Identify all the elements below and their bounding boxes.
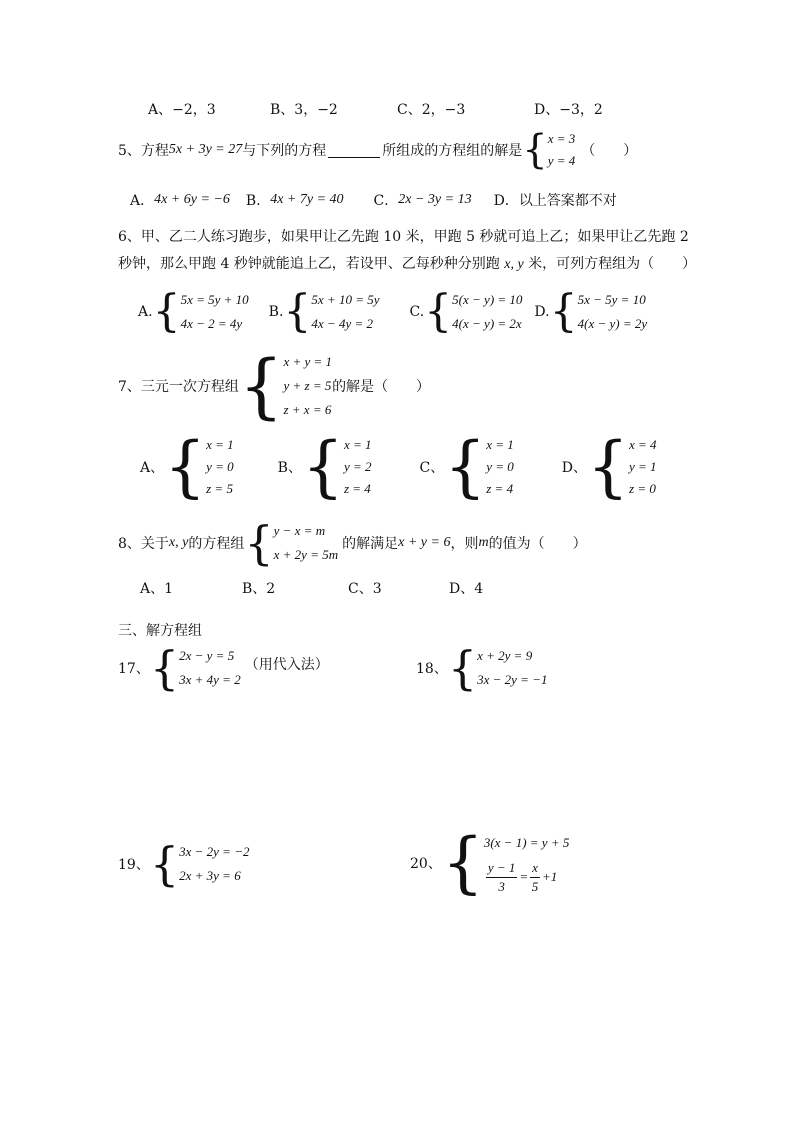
q6-c-line-1: 5(x − y) = 10 (452, 292, 523, 307)
q8-mid: 的方程组 (188, 536, 245, 552)
q6-vars: x, y (504, 257, 524, 272)
q5-sol-x: x = 3 (547, 131, 576, 146)
q5-option-c-label: C． (373, 193, 399, 209)
brace-icon: { (152, 286, 181, 337)
q6-c-line-2: 4(x − y) = 2x (452, 316, 522, 331)
section-3-title: 三、解方程组 (118, 623, 202, 639)
q6-option-d (534, 288, 647, 336)
q8-condition: x + y = 6 (398, 535, 451, 550)
brace-icon: { (447, 641, 478, 695)
q7-b-z: z = 4 (343, 481, 371, 496)
q8-prefix: 8、关于 (118, 536, 169, 552)
q6-option-b (269, 288, 380, 336)
q6-line-2-b: 米，可列方程组为（ ） (523, 256, 697, 272)
q20-tail: +1 (541, 869, 558, 884)
brace-icon: { (149, 641, 180, 695)
q6-a-line-1: 5x = 5y + 10 (180, 292, 249, 307)
q8-option-b: B、2 (242, 581, 276, 597)
q8-option-c: C、3 (348, 581, 382, 597)
q8-vars: x, y (168, 535, 189, 550)
q5-answer-blank[interactable] (328, 143, 380, 158)
q6-a-line-2: 4x − 2 = 4y (180, 316, 243, 331)
q4-option-d: D、−3，2 (534, 102, 603, 118)
q6-b-line-2: 4x − 4y = 2 (311, 316, 373, 331)
q8-eq-2: x + 2y = 5m (273, 547, 339, 562)
q17-eq-2: 3x + 4y = 2 (179, 672, 241, 687)
q5-text-a: 方程 (140, 143, 169, 159)
question-8 (118, 518, 587, 568)
q18-label: 18、 (416, 661, 448, 677)
q7-d-z: z = 0 (629, 481, 656, 496)
q5-option-d: 以上答案都不对 (518, 193, 617, 209)
q5-paren: （ ） (581, 143, 638, 159)
q5-option-b-label: B． (245, 193, 271, 209)
question-20 (410, 824, 570, 901)
q5-number: 5、 (118, 143, 141, 159)
q7-option-b (277, 428, 372, 505)
q7-option-c (419, 428, 514, 505)
brace-icon: { (587, 428, 630, 505)
q5-options (130, 190, 617, 210)
q7-eq-2: y + z = 5 (283, 378, 332, 393)
q7-d-y: y = 1 (629, 459, 657, 474)
q5-option-d-label: D． (493, 193, 519, 209)
q17-eq-1: 2x − y = 5 (179, 648, 235, 663)
q6-option-a-label: A. (138, 304, 153, 320)
brace-icon: { (522, 127, 548, 173)
q6-option-c-label: C. (409, 304, 425, 320)
question-7 (118, 345, 431, 427)
q20-eq-1: 3(x − 1) = y + 5 (483, 834, 570, 850)
q18-eq-1: x + 2y = 9 (477, 648, 533, 663)
q6-d-line-1: 5x − 5y = 10 (577, 292, 646, 307)
q18-eq-2: 3x − 2y = −1 (477, 672, 548, 687)
q7-a-y: y = 0 (206, 459, 234, 474)
q19-eq-2: 2x + 3y = 6 (179, 868, 241, 883)
q6-line-2-a: 秒钟，那么甲跑 4 秒钟就能追上乙，若设甲、乙每秒种分别跑 (118, 256, 505, 272)
q6-d-line-2: 4(x − y) = 2y (577, 316, 648, 331)
q20-frac1-numerator: y − 1 (486, 859, 518, 878)
q7-option-a (140, 428, 234, 505)
q17-label: 17、 (118, 661, 150, 677)
q6-b-line-1: 5x + 10 = 5y (311, 292, 380, 307)
q7-option-d (561, 428, 657, 505)
brace-icon: { (149, 837, 180, 891)
q6-line-2 (118, 253, 696, 273)
q5-text-b: 与下列的方程 (242, 143, 327, 159)
question-5 (118, 127, 638, 173)
q6-option-a (138, 288, 249, 336)
q7-c-x: x = 1 (486, 437, 514, 452)
q7-d-x: x = 4 (629, 437, 657, 452)
q20-eq-2 (484, 859, 570, 896)
q20-fraction-1 (486, 859, 518, 896)
brace-icon: { (301, 428, 344, 505)
q7-suffix: 的解是（ ） (332, 379, 431, 395)
q7-option-a-label: A、 (140, 460, 165, 476)
q4-option-a: A、−2，3 (148, 102, 216, 118)
q5-option-b: 4x + 7y = 40 (270, 192, 344, 207)
brace-icon: { (283, 286, 312, 337)
question-19 (118, 837, 250, 891)
q7-a-x: x = 1 (206, 437, 234, 452)
brace-icon: { (444, 428, 487, 505)
q8-option-d: D、4 (449, 581, 484, 597)
q4-option-c: C、2，−3 (397, 102, 466, 118)
q19-eq-1: 3x − 2y = −2 (179, 844, 250, 859)
q8-text-a: 的解满足 (342, 536, 399, 552)
q5-option-a: 4x + 6y = −6 (154, 192, 230, 207)
q5-solution-system (522, 128, 575, 172)
q7-prefix: 7、三元一次方程组 (118, 379, 239, 395)
q7-c-z: z = 4 (486, 481, 514, 496)
q7-b-x: x = 1 (343, 437, 372, 452)
q7-option-d-label: D、 (561, 460, 588, 476)
q20-frac2-denominator: 5 (531, 878, 539, 894)
question-17 (118, 641, 329, 695)
q7-eq-1: x + y = 1 (283, 354, 333, 369)
q5-option-a-label: A． (130, 193, 155, 209)
brace-icon: { (424, 286, 453, 337)
q5-text-c: 所组成的方程组的解是 (382, 143, 523, 159)
q7-c-y: y = 0 (486, 459, 514, 474)
q8-text-b: ，则 (450, 536, 479, 552)
q19-label: 19、 (118, 857, 150, 873)
q20-equals: = (519, 869, 529, 884)
q6-option-c (410, 288, 523, 336)
q6-option-b-label: B. (268, 304, 284, 320)
brace-icon: { (549, 286, 578, 337)
q6-line-1: 6、甲、乙二人练习跑步，如果甲让乙先跑 10 米，甲跑 5 秒就可追上乙；如果甲让乙先跑 2 (118, 229, 689, 245)
q7-option-c-label: C、 (419, 460, 445, 476)
q5-sol-y: y = 4 (547, 153, 576, 168)
q6-option-d-label: D. (534, 304, 550, 320)
q7-option-b-label: B、 (277, 460, 302, 476)
q8-text-c: 的值为（ ） (488, 536, 587, 552)
q20-label: 20、 (410, 856, 442, 872)
q8-option-a: A、1 (140, 581, 174, 597)
brace-icon: { (238, 345, 284, 427)
q8-eq-1: y − x = m (273, 523, 326, 538)
q4-option-b: B、3，−2 (270, 102, 338, 118)
q20-frac1-denominator: 3 (498, 878, 505, 894)
q5-equation: 5x + 3y = 27 (168, 142, 243, 157)
q17-note: （用代入法） (244, 657, 329, 673)
q6-options (138, 288, 647, 336)
brace-icon: { (441, 824, 484, 901)
brace-icon: { (244, 516, 274, 570)
q7-eq-3: z + x = 6 (283, 402, 332, 417)
brace-icon: { (164, 428, 207, 505)
q20-frac2-numerator: x (530, 859, 540, 878)
q8-m: m (478, 535, 489, 550)
question-18 (416, 641, 548, 695)
q7-a-z: z = 5 (206, 481, 233, 496)
q5-option-c: 2x − 3y = 13 (398, 192, 472, 207)
q7-options (140, 428, 657, 505)
q20-fraction-2 (530, 859, 540, 896)
q7-b-y: y = 2 (343, 459, 372, 474)
